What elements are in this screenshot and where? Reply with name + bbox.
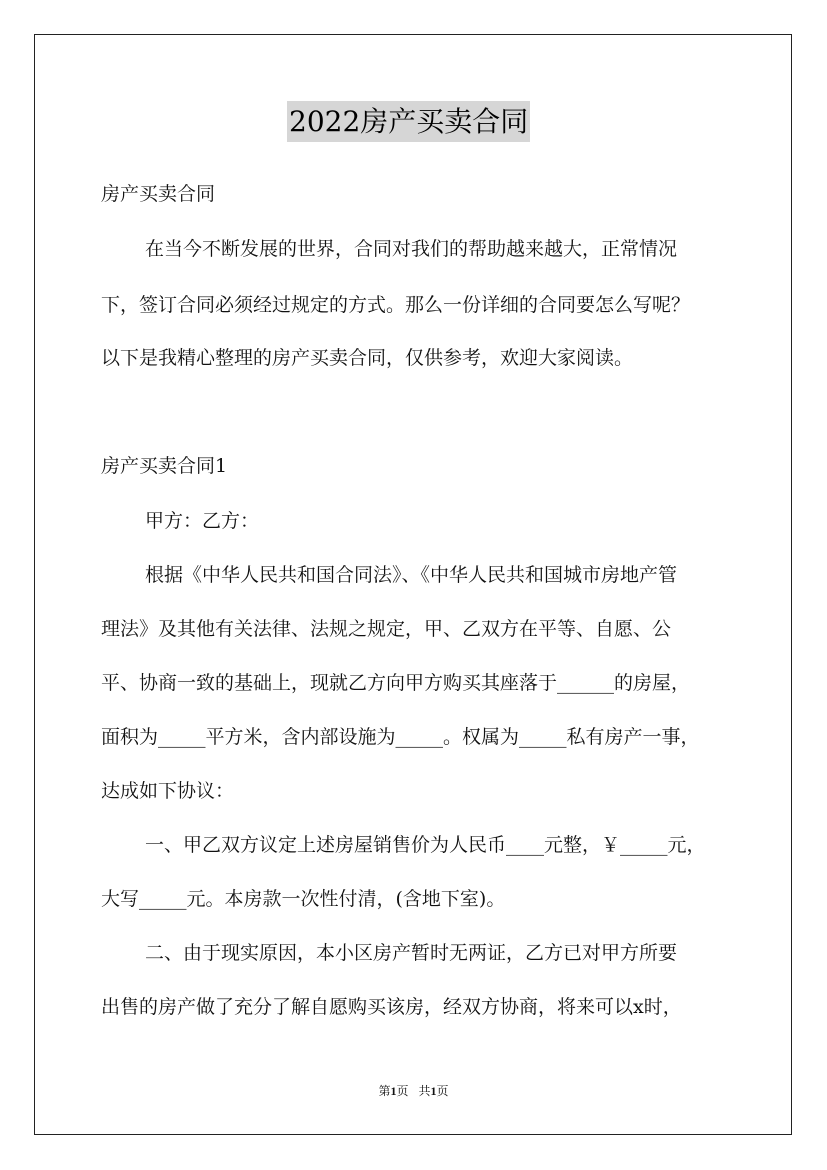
clause-line: 出售的房产做了充分了解自愿购买该房，经双方协商，将来可以x时，	[101, 996, 682, 1018]
page-current: 1	[390, 1084, 397, 1098]
section-heading: 房产买卖合同	[101, 183, 216, 205]
clause-line: 二、由于现实原因，本小区房产暂时无两证，乙方已对甲方所要	[145, 942, 678, 964]
document-title: 2022房产买卖合同	[287, 101, 530, 142]
intro-paragraph-line: 以下是我精心整理的房产买卖合同，仅供参考，欢迎大家阅读。	[101, 347, 634, 369]
page-number	[0, 1083, 827, 1099]
intro-paragraph-line: 在当今不断发展的世界，合同对我们的帮助越来越大，正常情况	[145, 238, 678, 260]
clause-line: 一、甲乙双方议定上述房屋销售价为人民币____元整，￥_____元，	[145, 834, 706, 856]
clause-line: 达成如下协议：	[101, 780, 235, 802]
page-total: 1	[430, 1084, 437, 1098]
clause-line: 面积为_____平方米，含内部设施为_____。权属为_____私有房产一事，	[101, 726, 700, 748]
contract-heading: 房产买卖合同1	[101, 455, 228, 477]
page-suffix: 页	[396, 1084, 409, 1098]
parties-line: 甲方：乙方：	[145, 510, 260, 532]
total-prefix: 共	[418, 1084, 431, 1098]
clause-line: 理法》及其他有关法律、法规之规定，甲、乙双方在平等、自愿、公	[101, 618, 672, 640]
clause-line: 大写_____元。本房款一次性付清，(含地下室)。	[101, 888, 506, 910]
page-prefix: 第	[378, 1084, 391, 1098]
total-suffix: 页	[436, 1084, 449, 1098]
clause-line: 平、协商一致的基础上，现就乙方向甲方购买其座落于______的房屋，	[101, 672, 691, 694]
intro-paragraph-line: 下，签订合同必须经过规定的方式。那么一份详细的合同要怎么写呢？	[101, 294, 691, 316]
clause-line: 根据《中华人民共和国合同法》、《中华人民共和国城市房地产管	[145, 564, 678, 586]
